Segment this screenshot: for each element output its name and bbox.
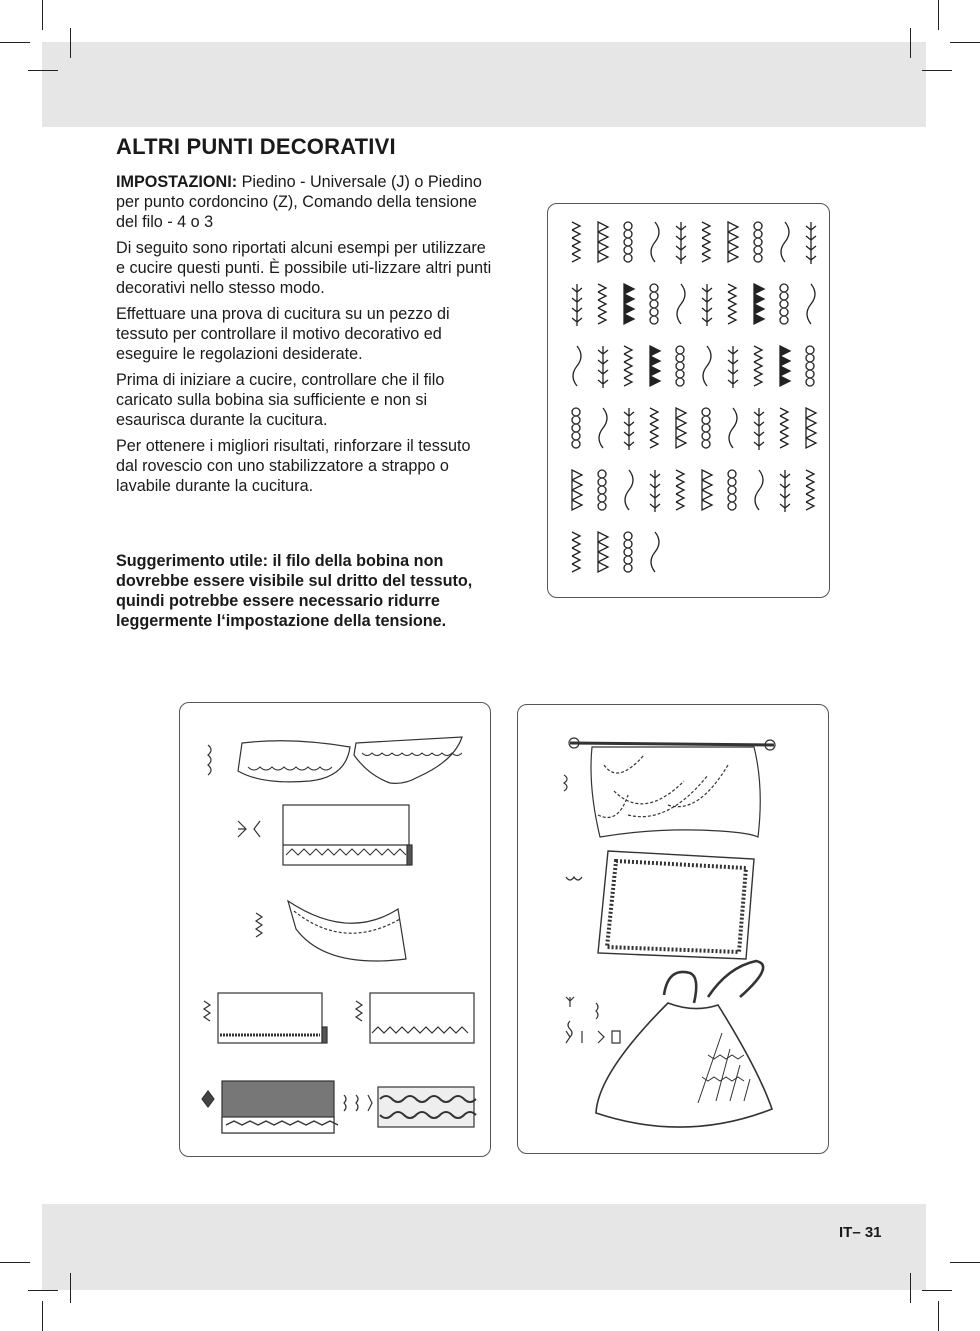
stitch-pattern-glyph — [624, 284, 634, 324]
stitch-pattern-glyph — [598, 284, 606, 324]
stitch-pattern-glyph — [780, 284, 788, 324]
stitch-pattern-glyph — [676, 346, 684, 386]
vine-stitch-icon — [564, 775, 567, 791]
stitch-pattern-glyph — [754, 408, 764, 450]
stitch-pattern-glyph — [702, 222, 710, 262]
footer-band — [42, 1204, 926, 1290]
stitch-pattern-glyph — [624, 222, 632, 262]
bordered-tablecloth — [598, 851, 754, 959]
settings-label: IMPOSTAZIONI: — [116, 173, 238, 191]
stitch-pattern-glyph — [781, 222, 789, 262]
wave-band-panel — [378, 1087, 474, 1127]
header-band — [42, 42, 926, 127]
stitch-pattern-glyph — [702, 408, 710, 448]
fabric-edge-examples-figure — [179, 702, 491, 1157]
stitch-pattern-glyph — [572, 222, 580, 262]
stitch-pattern-glyph — [598, 346, 608, 388]
stitch-pattern-glyph — [780, 470, 790, 512]
paragraph: Prima di iniziare a cucire, controllare che il filo caricato sulla bobina sia sufficiente e non si esaurisca durante la cucitura. — [116, 371, 445, 429]
paragraph: Effettuare una prova di cucitura su un pezzo di tessuto per controllare il motivo decorativo ed eseguire le regolazioni desiderate. — [116, 305, 450, 363]
stitch-pattern-glyph — [676, 408, 686, 448]
page-number: IT– 31 — [839, 1224, 882, 1241]
fabric-edge-examples-svg — [180, 703, 492, 1158]
stitch-pattern-glyph — [703, 346, 711, 386]
bag-handle-right — [708, 961, 763, 997]
stitch-pattern-glyph — [650, 284, 658, 324]
stitch-pattern-glyph — [573, 346, 581, 386]
paragraph: Per ottenere i migliori risultati, rinforzare il tessuto dal rovescio con uno stabilizzatore a strappo o lavabile durante la cucitura. — [116, 437, 471, 495]
stitch-pattern-glyph — [625, 470, 633, 510]
curtain-panel — [591, 747, 760, 837]
bag-stitch-icons-row2 — [566, 1031, 620, 1043]
zigzag-stitch-icon — [256, 913, 262, 937]
stitch-pattern-glyph — [807, 284, 815, 324]
stitch-pattern-glyph — [728, 346, 738, 388]
scalloped-collar-left — [238, 741, 350, 782]
drawstring-bag — [596, 1003, 772, 1127]
stitch-pattern-glyph — [728, 470, 736, 510]
settings-paragraph — [116, 172, 496, 232]
stitch-pattern-glyph — [780, 346, 790, 386]
stitch-pattern-glyph — [676, 222, 686, 264]
stitch-pattern-glyph — [729, 408, 737, 448]
stitch-pattern-glyph — [624, 346, 632, 386]
stitch-pattern-glyph — [572, 532, 580, 572]
stitch-pattern-glyph — [572, 284, 582, 326]
stitch-pattern-glyph — [572, 470, 582, 510]
body-text — [116, 172, 496, 502]
stitch-pattern-glyph — [651, 222, 659, 262]
hem-stitch-icon — [204, 1001, 210, 1021]
home-decor-examples-svg — [518, 705, 830, 1155]
stitch-pattern-glyph — [806, 470, 814, 510]
stitch-pattern-glyph — [677, 284, 685, 324]
stitch-pattern-glyph — [624, 532, 632, 572]
hem-stitch-icon — [356, 1001, 362, 1021]
stitch-pattern-glyph — [728, 222, 738, 262]
stitch-pattern-glyph — [650, 408, 658, 448]
stitch-pattern-glyph — [780, 408, 788, 448]
stitch-pattern-glyph — [651, 532, 659, 572]
scalloped-collar-right — [354, 737, 462, 783]
page-title: ALTRI PUNTI DECORATIVI — [116, 134, 396, 159]
paragraph: Di seguito sono riportati alcuni esempi per utilizzare e cucire questi punti. È possibile uti-lizzare altri punti decorativi nello stesso modo. — [116, 239, 492, 297]
stitch-pattern-glyph — [754, 222, 762, 262]
wave-stitch-icon — [344, 1095, 372, 1111]
triangle-stitch-icon — [238, 821, 260, 837]
stitch-pattern-glyph — [806, 222, 816, 264]
curved-collar — [288, 901, 406, 961]
stitch-pattern-glyph — [650, 346, 660, 386]
stitch-pattern-glyph — [806, 408, 816, 448]
stitch-chart-figure — [547, 203, 830, 598]
stitch-pattern-glyph — [598, 222, 608, 262]
stitch-pattern-glyph — [806, 346, 814, 386]
stitch-pattern-glyph — [676, 470, 684, 510]
stitch-chart-svg — [548, 204, 831, 599]
stitch-pattern-glyph — [755, 470, 763, 510]
useful-tip: Suggerimento utile: il filo della bobina non dovrebbe essere visibile sul dritto del tessuto, quindi potrebbe essere necessario ridurre leggermente l‘impostazione della tensione. — [116, 552, 473, 630]
scallop-stitch-icon — [208, 745, 211, 775]
stitch-pattern-glyph — [754, 346, 762, 386]
home-decor-examples-figure — [517, 704, 829, 1154]
stitch-pattern-glyph — [624, 408, 634, 450]
stitch-pattern-glyph — [754, 284, 764, 324]
diamond-stitch-icon — [202, 1091, 214, 1107]
stitch-pattern-glyph — [598, 532, 608, 572]
stitch-pattern-glyph — [572, 408, 580, 448]
hem-panel-right — [370, 993, 474, 1043]
braid-stitch-icon — [566, 877, 582, 880]
stitch-pattern-glyph — [702, 284, 712, 326]
stitch-pattern-glyph — [702, 470, 712, 510]
stitch-pattern-glyph — [599, 408, 607, 448]
stitch-pattern-glyph — [728, 284, 736, 324]
curtain-rod — [570, 743, 774, 745]
bag-handle-left — [664, 972, 696, 1003]
stitch-pattern-glyph — [650, 470, 660, 512]
settings-text: Piedino - Universale (J) o Piedino per punto cordoncino (Z), Comando della tensione del filo - 4 o 3 — [116, 173, 482, 231]
stitch-pattern-glyph — [598, 470, 606, 510]
fabric-strip — [283, 805, 409, 865]
